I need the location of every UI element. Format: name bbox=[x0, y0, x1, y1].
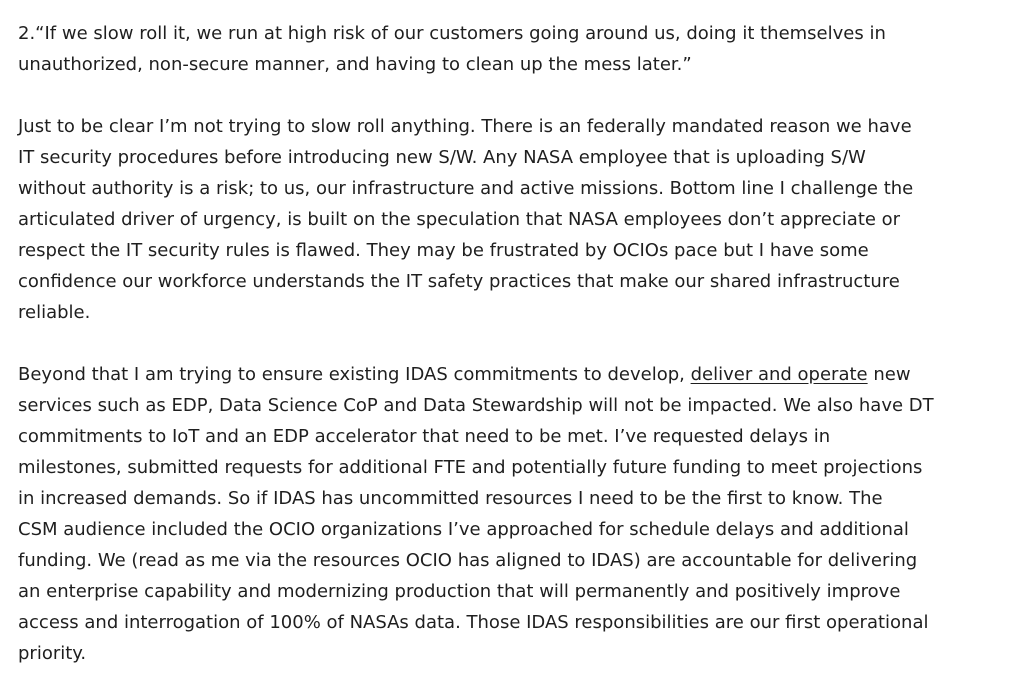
paragraph-commitments bbox=[18, 359, 1018, 669]
paragraph-line: confidence our workforce understands the IT safety practices that make our shared infrastructure bbox=[18, 271, 900, 292]
paragraph-line: respect the IT security rules is flawed. They may be frustrated by OCIOs pace but I have some bbox=[18, 240, 869, 261]
paragraph-line: milestones, submitted requests for additional FTE and potentially future funding to meet projections bbox=[18, 457, 923, 478]
paragraph-line: commitments to IoT and an EDP accelerator that need to be met. I’ve requested delays in bbox=[18, 426, 831, 447]
paragraph-line: IT security procedures before introducing new S/W. Any NASA employee that is uploading S/W bbox=[18, 147, 866, 168]
paragraph-line: priority. bbox=[18, 643, 87, 664]
paragraph-line: reliable. bbox=[18, 302, 91, 323]
paragraph-line: an enterprise capability and modernizing production that will permanently and positively improve bbox=[18, 581, 901, 602]
paragraph-quote bbox=[18, 18, 1018, 80]
paragraph-line: unauthorized, non-secure manner, and having to clean up the mess later.” bbox=[18, 54, 692, 75]
paragraph-line: access and interrogation of 100% of NASAs data. Those IDAS responsibilities are our first operational bbox=[18, 612, 929, 633]
paragraph-line: articulated driver of urgency, is built on the speculation that NASA employees don’t appreciate or bbox=[18, 209, 901, 230]
paragraph-security bbox=[18, 111, 1018, 328]
document-body bbox=[18, 18, 1018, 669]
paragraph-line: in increased demands. So if IDAS has uncommitted resources I need to be the first to know. The bbox=[18, 488, 883, 509]
paragraph-line: Just to be clear I’m not trying to slow roll anything. There is an federally mandated reason we have bbox=[18, 116, 912, 137]
paragraph-line: without authority is a risk; to us, our infrastructure and active missions. Bottom line I challenge the bbox=[18, 178, 914, 199]
paragraph-spacer bbox=[18, 80, 1018, 111]
paragraph-line bbox=[18, 359, 1018, 390]
paragraph-spacer bbox=[18, 328, 1018, 359]
line-text: new bbox=[867, 364, 911, 385]
underlined-text: deliver and operate bbox=[690, 364, 868, 385]
paragraph-line: services such as EDP, Data Science CoP and Data Stewardship will not be impacted. We also have DT bbox=[18, 395, 934, 416]
paragraph-line: 2.“If we slow roll it, we run at high risk of our customers going around us, doing it themselves in bbox=[18, 23, 886, 44]
line-text: Beyond that I am trying to ensure existing IDAS commitments to develop, bbox=[18, 364, 691, 385]
paragraph-line: funding. We (read as me via the resources OCIO has aligned to IDAS) are accountable for delivering bbox=[18, 550, 918, 571]
paragraph-line: CSM audience included the OCIO organizations I’ve approached for schedule delays and additional bbox=[18, 519, 909, 540]
